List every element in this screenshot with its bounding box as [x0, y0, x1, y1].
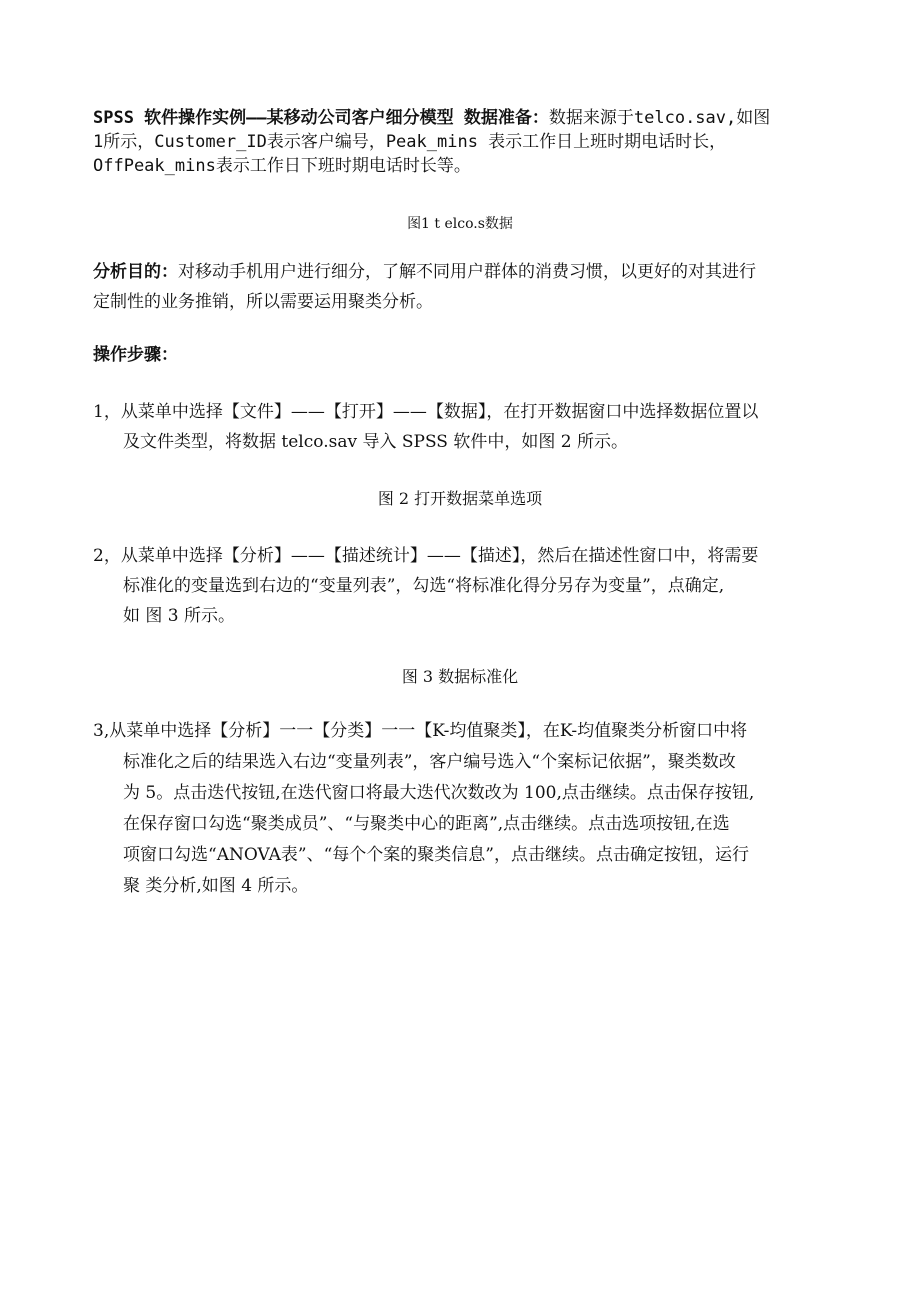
purpose-paragraph: [93, 257, 833, 317]
step-2: [93, 541, 833, 631]
figure-3-caption: 图 3 数据标准化: [401, 667, 519, 686]
purpose-label: 分析目的：: [93, 262, 178, 282]
intro-title: SPSS 软件操作实例——某移动公司客户细分模型 数据准备：: [93, 108, 549, 128]
purpose-line-1: [93, 257, 833, 287]
intro-paragraph: [93, 106, 833, 178]
figure-1-caption: 图1 t elco.s数据: [407, 216, 513, 232]
step-3: [93, 716, 833, 902]
step-1-line-1: 1，从菜单中选择【文件】——【打开】——【数据】，在打开数据窗口中选择数据位置以: [93, 402, 759, 422]
step-3-line-6: 聚 类分析,如图 4 所示。: [123, 876, 309, 896]
purpose-line-2: 定制性的业务推销，所以需要运用聚类分析。: [93, 292, 433, 312]
step-3-line-3: 为 5。点击迭代按钮,在迭代窗口将最大迭代次数改为 100,点击继续。点击保存按钮,: [123, 783, 755, 803]
figure-2-caption: 图 2 打开数据菜单选项: [377, 489, 543, 508]
intro-line-1: [93, 106, 833, 130]
intro-line-3: OffPeak_mins表示工作日下班时期电话时长等。: [93, 156, 471, 176]
intro-line-1-text: 数据来源于telco.sav,如图: [548, 108, 771, 128]
step-1: [93, 397, 833, 457]
step-3-line-1: 3,从菜单中选择【分析】一一【分类】一一【K-均值聚类】，在K-均值聚类分析窗口中将: [93, 721, 748, 741]
step-3-line-2: 标准化之后的结果选入右边“变量列表”，客户编号选入“个案标记依据”，聚类数改: [123, 752, 736, 772]
step-3-line-4: 在保存窗口勾选“聚类成员”、“与聚类中心的距离”,点击继续。点击选项按钮,在选: [123, 814, 730, 834]
steps-heading: 操作步骤：: [93, 345, 178, 365]
step-2-line-1: 2，从菜单中选择【分析】——【描述统计】——【描述】，然后在描述性窗口中，将需要: [93, 546, 759, 566]
step-1-line-2: 及文件类型，将数据 telco.sav 导入 SPSS 软件中，如图 2 所示。: [123, 432, 628, 452]
purpose-text-1: 对移动手机用户进行细分，了解不同用户群体的消费习惯，以更好的对其进行: [178, 262, 756, 282]
intro-line-2: 1所示，Customer_ID表示客户编号，Peak_mins 表示工作日上班时期电话时长，: [93, 132, 727, 152]
step-3-line-5: 项窗口勾选“ANOVA表”、“每个个案的聚类信息”，点击继续。点击确定按钮，运行: [123, 845, 749, 865]
step-2-line-2: 标准化的变量选到右边的“变量列表”，勾选“将标准化得分另存为变量”，点确定,: [123, 576, 725, 596]
step-2-line-3: 如 图 3 所示。: [123, 606, 236, 626]
